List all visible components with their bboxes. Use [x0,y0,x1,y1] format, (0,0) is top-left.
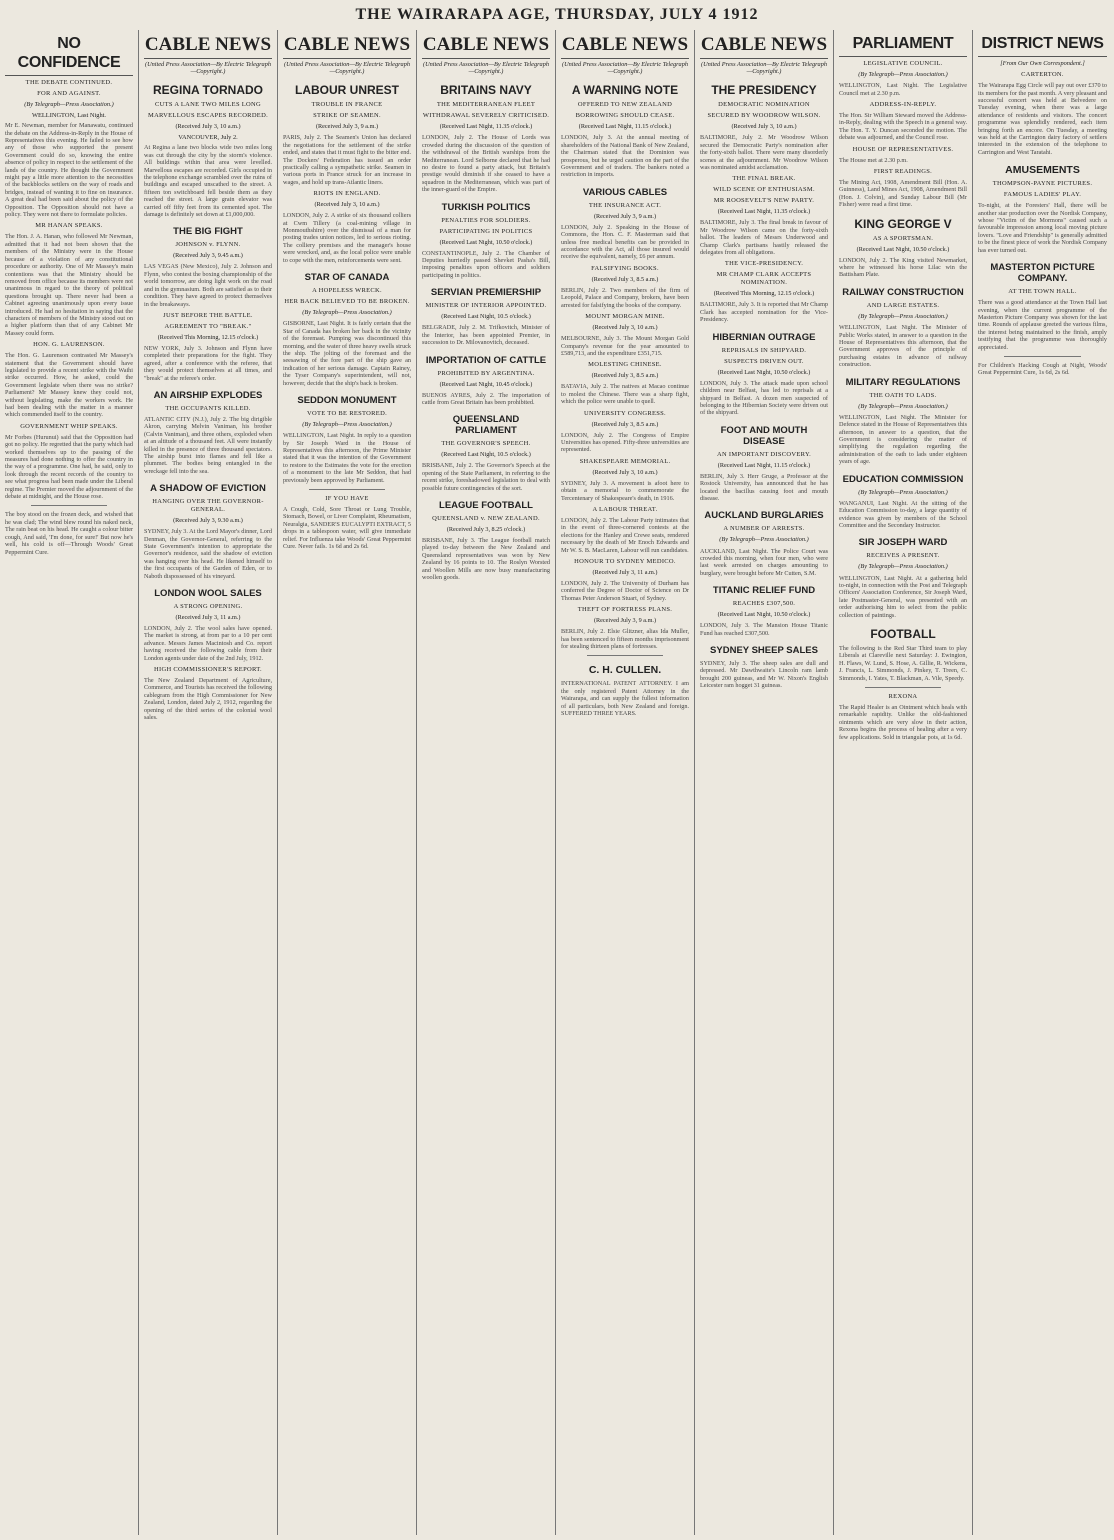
subheading: RIOTS IN ENGLAND. [313,190,381,198]
received-line: (Received Last Night, 10.5 o'clock.) [441,313,531,321]
subheading: A LABOUR THREAT. [592,505,658,513]
subheading: PROHIBITED BY ARGENTINA. [437,369,535,377]
article-text: BERLIN, July 3. Herr Gruge, a Professor at the Rostock University, has announced that he has located the bacillus causing foot and mouth disease. [700,472,828,502]
received-line: (Received Last Night, 10.50 o'clock.) [717,368,811,376]
headline-importation-cattle: IMPORTATION OF CATTLE [425,354,547,366]
subheading: RECEIVES A PRESENT. [866,552,940,560]
subheading: JOHNSON v. FLYNN. [175,241,241,249]
headline-regina-tornado: REGINA TORNADO [152,83,263,98]
article-text: BERLIN, July 2. Elsie Glitzner, alias Ida Muller, has been sentenced to fifteen months imprisonment for stealing thirteen plans of fortresses. [561,628,689,651]
subheading: MINISTER OF INTERIOR APPOINTED. [425,302,547,310]
agency-line: (United Press Association—By Electric Telegraph—Copyright.) [144,61,272,76]
article-text: AUCKLAND, Last Night. The Police Court was crowded this morning, when four men, who were last week arrested on charges amounting to burglary, were brought before Mr Cutten, S.M. [700,547,828,577]
agency-line: (By Telegraph—Press Association.) [858,402,948,410]
headline-eviction: A SHADOW OF EVICTION [150,483,266,495]
subheading: MR ROOSEVELT'S NEW PARTY. [713,197,815,205]
received-line: (Received July 3, 9.30 a.m.) [173,517,243,525]
agency-line: (United Press Association—By Electric Telegraph—Copyright.) [700,61,828,76]
article-text: SYDNEY, July 3. The sheep sales are dull and depressed. Mr Dawthwaite's Lincoln ram lamb brought 200 guineas, and Mr W. Nixon's English Leicester ram hogget 31 guineas. [700,659,828,690]
column-cable-news-2 [278,30,417,1535]
subheading: FIRST READINGS. [873,168,933,176]
column-cable-news-1 [139,30,278,1535]
received-line: (Received July 3, 10 a.m.) [592,468,658,476]
received-line: (Received July 3, 10 a.m.) [314,201,380,209]
subheading: SHAKESPEARE MEMORIAL. [579,457,671,465]
received-line: (Received This Morning, 12.15 o'clock.) [713,290,815,298]
subheading: OFFERED TO NEW ZEALAND [577,101,673,109]
subheading: THE GOVERNOR'S SPEECH. [441,440,531,448]
article-text: WELLINGTON, Last Night. In reply to a question by Sir Joseph Ward in the House of Representatives this afternoon, the Prime Minister stated that it was the intention of the Government to restore to the Estimates the vote for the erection of a monument to the late Mr Seddon, that had previously been approved by Parliament. [283,432,411,484]
headline-presidency: THE PRESIDENCY [711,83,817,98]
subheading: REACHES £307,500. [732,600,796,608]
subheading: MOLESTING CHINESE. [588,361,662,369]
divider [309,489,386,490]
article-text: SYDNEY, July 3. At the Lord Mayor's dinner, Lord Denman, the Governor-General, referring to the State Government's intention to appropriate the Governor's residence, said the shadow of eviction was hanging over his head. He likened himself to the first occupants of the Garden of Eden, or to Naboth dispossessed of his vineyard. [144,528,272,580]
headline-cable-news: CABLE NEWS [422,34,550,59]
subheading: FAMOUS LADIES' PLAY. [1003,191,1082,199]
subheading: DEMOCRATIC NOMINATION [718,101,810,109]
column-district-news [973,30,1112,1535]
article-text: There was a good attendance at the Town Hall last evening, when the current programme of the Masterton Picture Company was shown for the last time. Rounds of applause greeted the various films, the interest being maintained to the finish, amply testifying that the programme was thoroughly appreciated. [978,299,1107,351]
headline-queensland-parliament: QUEENSLAND PARLIAMENT [452,414,520,437]
article-text: LONDON, July 3. The Mansion House Titanic Fund has reached £307,500. [700,622,828,637]
advertisement-text: A Cough, Cold, Sore Throat or Lung Trouble, Stomach, Bowel, or Liver Complaint, Rheumatism, Neuralgia, SANDER'S EUCALYPTI EXTRACT, 5 drops in a tablespoon water, will give immediate relief. For Influenza take Woods' Great Peppermint Cure. Never fails. 1s 6d and 2s 6d. [283,506,411,551]
headline-parliament: PARLIAMENT [839,34,967,57]
received-line: (Received Last Night, 10.5 o'clock.) [441,451,531,459]
article-text: NEW YORK, July 3. Johnson and Flynn have completed their preparations for the fight. They agreed, after a conference with the referee, that they would protect themselves at all times, and "break" at the referee's order. [144,344,272,382]
divider [865,687,942,688]
agency-line: (By Telegraph—Press Association.) [302,309,392,317]
advertisement-text: The Rapid Healer is an Ointment which heals with remarkable rapidity. Unlike the old-fashioned ointments which are very slow in their action, Rexona begins the process of healing after a very few applications. Sold in triangular pots, at 1s 6d. [839,704,967,741]
article-text: WELLINGTON, Last Night. The Minister for Defence stated in the House of Representatives this afternoon, in answer to a question, that the Government is considering the matter of simplifying the regulation regarding the administration of the oath to lads under eighteen years of age. [839,413,967,466]
article-text: ATLANTIC CITY (N.J.), July 2. The big dirigible Akron, carrying Melvin Vaniman, his brother (Calvin Vaniman), and three others, exploded when at an altitude of a thousand feet. All were instantly killed in the presence of three thousand spectators. The airship burst into flames and fell like a plummet. The bodies being entangled in the wreckage fell into the sea. [144,415,272,475]
article-text: The Mining Act, 1908, Amendment Bill (Hon. A. Guinness), Land Mines Act, 1908, Amendment Bill (Hon. J. Colvin), and Sunday Labour Bill (Mr Fisher) were read a first time. [839,179,967,209]
received-line: (Received July 3, 8.5 a.m.) [591,420,659,428]
headline-auckland-burglaries: AUCKLAND BURGLARIES [704,510,824,522]
article-text: WELLINGTON, Last Night. At a gathering held to-night, in connection with the Post and Telegraph Officers' Association Conference, Sir Joseph Ward, late Postmaster-General, was presented with an order authorising him to select from the public collection of paintings. [839,574,967,619]
subheading: SUSPECTS DRIVEN OUT. [724,357,804,365]
article-text: LONDON, July 2. The King visited Newmarket, where he witnessed his horse Lilac win the Battisham Plate. [839,256,967,279]
subheading: MOUNT MORGAN MINE. [585,313,665,321]
subheading: HON. G. LAURENSON. [33,341,105,349]
subheading: WITHDRAWAL SEVERELY CRITICISED. [422,112,550,120]
received-line: (Received Last Night, 11.15 o'clock.) [578,123,672,131]
subheading: AND LARGE ESTATES. [866,301,940,309]
column-cable-news-4 [556,30,695,1535]
headline-foot-mouth-disease: FOOT AND MOUTH DISEASE [720,424,808,447]
subheading: AGREEMENT TO "BREAK." [164,322,252,330]
headline-cable-news: CABLE NEWS [144,34,272,59]
received-line: (Received Last Night, 11.35 o'clock.) [439,123,533,131]
divider [31,505,108,506]
headline-labour-unrest: LABOUR UNREST [295,83,399,98]
agency-line: (By Telegraph—Press Association.) [302,420,392,428]
article-text: LONDON, July 2. The University of Durham has conferred the Degree of Doctor of Science on Dr Thomas Peter Anderson Stuart, of Sydney. [561,580,689,602]
subheading: SECURED BY WOODROW WILSON. [707,112,821,120]
subheading: THE INSURANCE ACT. [588,201,662,209]
column-parliament [834,30,973,1535]
headline-cable-news: CABLE NEWS [283,34,411,59]
subheading: THE MEDITERRANEAN FLEET [436,101,536,109]
headline-education-commission: EDUCATION COMMISSION [842,473,964,485]
headline-star-of-canada: STAR OF CANADA [304,272,390,284]
received-line: (Received July 3, 10 a.m.) [175,123,241,131]
headline-amusements: AMUSEMENTS [1005,164,1080,177]
headline-britains-navy: BRITAINS NAVY [440,83,532,98]
received-line: (Received Last Night, 10.50 o'clock.) [717,611,811,619]
article-text: The New Zealand Department of Agriculture, Commerce, and Tourists has received the following cablegram from the High Commissioner for New Zealand, London, dated July 2, 1912, regarding the opening of the third series of the colonial wool sales. [144,677,272,722]
subheading: THEFT OF FORTRESS PLANS. [577,606,673,614]
article-text: BALTIMORE, July 2. Mr Woodrow Wilson secured the Democratic Party's nomination after the forty-sixth ballot. There were many disorderly scenes at the adjournment. Mr Woodrow Wilson was nominated amidst acclamation. [700,134,828,172]
advertisement-heading: REXONA [888,693,918,701]
agency-line: (United Press Association—By Electric Telegraph—Copyright.) [283,61,411,76]
subheading: THE OATH TO LADS. [869,391,937,399]
article-text: BRISBANE, July 2. The Governor's Speech at the opening of the State Parliament, in referring to the recent strike, foreshadowed legislation to deal with possible future contingencies of the sort. [422,462,550,492]
article-text: MELBOURNE, July 3. The Mount Morgan Gold Company's revenue for the year amounted to £589,713, and the expenditure £351,715. [561,335,689,357]
agency-line: (United Press Association—By Electric Telegraph—Copyright.) [561,61,689,76]
headline-various-cables: VARIOUS CABLES [582,186,668,198]
subheading: A STRONG OPENING. [173,603,243,611]
article-text: Mr E. Newman, member for Manawatu, continued the debate on the Address-in-Reply in the House of Representatives this evening. He failed to see how any of those who supported the present Government could do so, knowing the entire absence of policy in respect to the settlement of the lands of the country. He thought the Government might pay a little more attention to the necessities of the backblocks settlers on the way of roads and bridges, instead of wanting it to fine on insurance. A great deal had been said about the policy of the Opposition. The Opposition should not have a policy. They were not there to formulate policies. [5,122,133,219]
subheading: THOMPSON-PAYNE PICTURES. [992,180,1093,188]
subheading: TROUBLE IN FRANCE [311,101,383,109]
article-text: BELGRADE, July 2. M. Trifkovitch, Minister of the Interior, has been appointed Premier, in succession to Dr. Milovanovitch, deceased. [422,324,550,347]
article-text: The Hon. G. Laurenson contrasted Mr Massey's statement that the Government should have legislated to provide a recent strike with the Waihi strike occurred. How, he asked, could the Government legislate when there was no strike? Parliament? Mr Massey knew they could not, without legislating, make the workers work. He had been dealing with the matter in a manner which commended itself to the country. [5,352,133,419]
article-text: LONDON, July 3. At the annual meeting of shareholders of the National Bank of New Zealand, the Chairman stated that the Dominion was prosperous, but he urged caution on the part of the Government and of traders. The bankers noted a restriction in imports. [561,134,689,179]
article-text: PARIS, July 2. The Seamen's Union has declared the negotiations for the settlement of the strike ended, and states that it must fight to the bitter end. The Dockers' Federation has issued an order practically calling a sympathetic strike. Seamen in various ports in France struck for an increase in wages, and hold up trans-Atlantic liners. [283,134,411,186]
headline-big-fight: THE BIG FIGHT [173,226,243,238]
article-text: BRISBANE, July 3. The League football match played to-day between the New Zealand and Queensland representatives was won by New Zealand by 16 points to 10. The Roslyn Worsted and Woollen Mills are now busy manufacturing woollen goods. [422,536,550,581]
headline-titanic-relief: TITANIC RELIEF FUND [712,585,816,597]
subheading: MR CHAMP CLARK ACCEPTS NOMINATION. [716,271,812,287]
article-text: The following is the Red Star Third team to play Liberals at Clareville next Saturday: J. Ewington, H. Flaws, W. Lund, S. Hose, A. Gillie, R. Wickens, J. Francis, L. Simmonds, J. Pinkey, T. Treen, C. Simmonds, I. Yates, T. Blackman, A. Vile, Speedy. [839,645,967,682]
agency-line: (By Telegraph—Press Association.) [858,312,948,320]
divider [587,655,664,656]
received-line: (Received July 3, 10 a.m.) [731,123,797,131]
article-text: WELLINGTON, Last Night. The Minister of Public Works stated, in answer to a question in the House of Representatives this afternoon, that the Government approves of the principle of purchasing estates in advance of railway construction. [839,324,967,369]
subheading: FOR AND AGAINST. [37,90,101,97]
subheading: AN IMPORTANT DISCOVERY. [716,450,812,458]
headline-cable-news: CABLE NEWS [700,34,828,59]
headline-no-confidence: NO CONFIDENCE [5,34,133,76]
received-line: (Received July 3, 9 a.m.) [315,123,379,131]
headline-wool-sales: LONDON WOOL SALES [154,588,262,600]
received-line: (Received This Morning, 12.15 o'clock.) [157,333,259,341]
subheading: REPRISALS IN SHIPYARD. [721,346,807,354]
article-text: LONDON, July 2. The House of Lords was crowded during the discussion of the question of the withdrawal of the British warships from the Mediterranean. Lord Selborne declared that he had no desire to found a party attack, but Britain's prestige would diminish if she ceased to have a squadron in the Mediterranean, which was part of the inner-guard of the Empire. [422,134,550,194]
headline-military-regulations: MILITARY REGULATIONS [845,376,961,388]
subheading: PENALTIES FOR SOLDIERS. [441,216,531,224]
received-line: (Received July 3, 8.25 o'clock.) [446,525,526,533]
article-text: LAS VEGAS (New Mexico), July 2. Johnson and Flynn, who contest the boxing championship of the world tomorrow, are doing light work on the road and in the gymnasium. Both are satisfied as to their condition. They have agreed to protect themselves in the breakaways. [144,263,272,308]
agency-line: (By Telegraph—Press Association.) [858,488,948,496]
subheading: MARVELLOUS ESCAPES RECORDED. [147,112,269,120]
article-text: BERLIN, July 2. Two members of the firm of Leopold, Palace and Company, brokers, have been arrested for falsifying the books of the company. [561,286,689,309]
received-line: (Received July 3, 11 a.m.) [175,614,241,622]
article-text: Mr Forbes (Hurunui) said that the Opposition had got no policy. He regretted that the party which had worked themselves up to the passing of the measures had done nothing to offer the country in the way of a programme. One had, he said, only to look through the recent records of the country to see what progress had been made under the Liberal regime. The Premier moved the adjournment of the debate at midnight, and the House rose. [5,433,133,501]
agency-line: (By Telegraph—Press Association.) [719,536,809,544]
agency-line: (United Press Association—By Electric Telegraph—Copyright.) [422,61,550,76]
subheading: QUEENSLAND v. NEW ZEALAND. [432,514,540,522]
headline-league-football: LEAGUE FOOTBALL [439,499,533,511]
column-no-confidence [0,30,139,1535]
headline-sir-joseph-ward: SIR JOSEPH WARD [858,537,948,549]
divider [1004,356,1081,357]
received-line: (Received July 3, 8.5 a.m.) [591,372,659,380]
dateline: VANCOUVER, July 2. [178,134,238,142]
headline-sheep-sales: SYDNEY SHEEP SALES [710,644,818,656]
column-cable-news-3 [417,30,556,1535]
article-text: LONDON, July 2. A strike of six thousand colliers at Cwm Tillery (a coal-mining village in Monmouthshire) over the dismissal of a man for posting trades union notices, led to serious rioting. The colliery premises and the manager's house were wrecked, and, as the local police were unable to cope with the men, reinforcements were sent. [283,212,411,264]
received-line: (Received Last Night, 11.35 o'clock.) [717,208,811,216]
subheading: LEGISLATIVE COUNCIL. [863,60,943,67]
headline-railway-construction: RAILWAY CONSTRUCTION [842,286,964,298]
received-line: (Received Last Night, 10.50 o'clock.) [856,245,950,253]
article-text: SYDNEY, July 3. A movement is afoot here to obtain a memorial to commemorate the Tercentenary of Shakespeare's death, in 1916. [561,479,689,502]
headline-seddon-monument: SEDDON MONUMENT [297,394,397,406]
headline-servian-premiership: SERVIAN PREMIERSHIP [430,287,542,299]
subheading: MR HANAN SPEAKS. [35,222,103,230]
subheading: ADDRESS-IN-REPLY. [869,101,937,109]
agency-line: [From Our Own Correspondent.] [1000,60,1085,67]
article-text: WANGANUI, Last Night. At the sitting of the Education Commission to-day, a large quantity of evidence was given by members of the School Committee and the Secondary Instructor. [839,499,967,529]
agency-line: (By Telegraph—Press Association.) [24,101,114,108]
article-text: To-night, at the Foresters' Hall, there will be another star production over the Nordisk Company, whose "Victim of the Mormons" caused such a favourable impression among local moving picture lovers. "Love and Friendship" is generally admitted to be the finest piece of work the Nordisk Company has ever turned out. [978,202,1107,254]
subheading: STRIKE OF SEAMEN. [313,112,381,120]
article-text: LONDON, July 2. The wool sales have opened. The market is strong, at from par to a 10 per cent advance. Messrs James Macintosh and Co. report having received the following cable from their London agents under date of the 2nd July, 1912. [144,625,272,662]
subheading: AT THE TOWN HALL. [1008,288,1077,296]
subheading: VOTE TO BE RESTORED. [306,409,388,417]
headline-king-george: KING GEORGE V [854,216,952,231]
advertisement-heading: C. H. CULLEN. [588,664,662,677]
subheading: UNIVERSITY CONGRESS. [584,409,666,417]
received-line: (Received July 3, 9.45 a.m.) [173,252,243,260]
received-line: (Received Last Night, 10.45 o'clock.) [439,380,533,388]
subheading: AS A SPORTSMAN. [872,234,934,242]
headline-hibernian-outrage: HIBERNIAN OUTRAGE [712,331,816,343]
article-text: LONDON, July 2. The Labour Party intimates that in the event of three-cornered contests at the elections for the Hanley and Crewe seats, rendered necessary by the death of Mr Enoch Edwards and Mr W. S. B. MacLaren, Labour will run candidates. [561,516,689,554]
advertisement-text: INTERNATIONAL PATENT ATTORNEY. I am the only registered Patent Attorney in the Wairarapa, and can supply the fullest information of all particulars, both New Zealand and foreign. SUFFERED THREE YEARS. [561,680,689,718]
article-text: The Hon. J. A. Hanan, who followed Mr Newman, admitted that it had not been shown that the members of the Ministry were in the House because of a violation of any constitutional procedure or authority. One of Mr Massey's main contentions was that the Ministry should be removed from office because its members were not unanimous in regard to the theory of political questions brought up. There never had been a Cabinet agreeing unanimously upon every issue introduced. He had no hesitation in saying that the characters of members of the Ministry stood out on a higher platform than that of any Cabinet Mr Massey could form. [5,233,133,337]
columns [0,30,1114,1535]
subheading: CUTS A LANE TWO MILES LONG [154,101,262,109]
agency-line: (By Telegraph—Press Association.) [858,563,948,571]
subheading: HIGH COMMISSIONER'S REPORT. [154,666,262,674]
subheading: HONOUR TO SYDNEY MEDICO. [574,558,676,565]
subheading: THE VICE-PRESIDENCY. [724,260,804,268]
headline-football: FOOTBALL [870,627,936,642]
dateline: WELLINGTON, Last Night. [31,112,107,120]
headline-cable-news: CABLE NEWS [561,34,689,59]
column-cable-news-5 [695,30,834,1535]
article-text: LONDON, July 2. Speaking in the House of Commons, the Hon. C. F. Masterman said that unless free medical benefits can be provided in accordance with the Act, all those insured would receive the equivalent, namely, £6 per annum. [561,223,689,261]
article-text: BUENOS AYRES, July 2. The importation of cattle from Great Britain has been prohibited. [422,391,550,406]
headline-district-news: DISTRICT NEWS [978,34,1107,57]
advertisement-text: For Children's Hacking Cough at Night, Woods' Great Peppermint Cure, 1s 6d, 2s 6d. [978,361,1107,377]
headline-airship: AN AIRSHIP EXPLODES [153,389,263,401]
headline-warning-note: A WARNING NOTE [571,83,679,98]
received-line: (Received July 3, 8.5 a.m.) [591,275,659,283]
agency-line: (By Telegraph—Press Association.) [858,71,948,78]
advertisement-text: The boy stood on the frozen deck, and wished that he was clad; The wind blew round his naked neck, The rain beat on his head. He caught a colour bitter cough, And said, 'I'm done, for sure!' But now he's well, his cold is off—Through Woods' Great Peppermint Cure. [5,511,133,556]
subheading: A HOPELESS WRECK. [312,287,382,295]
article-text: LONDON, July 3. The attack made upon school children near Belfast, has led to reprisals at a shipyard in Belfast. A dozen men suspected of belonging to the Hibernian Society were driven out of the shipyard. [700,379,828,417]
advertisement-heading: IF YOU HAVE [325,495,369,502]
subheading: THE DEBATE CONTINUED. [25,79,113,86]
article-text: At Regina a lane two blocks wide two miles long was cut through the city by the storm's violence. All buildings within that area were levelled. Marvellous escapes are recorded. Girls occupied in the telephone exchange scrambled over the ruins of buildings and escaped unscathed to the street. A fifteen ton switchboard fell beside them as they reached the street. A large grain elevator was carried off fifty feet from its cemented spot. The damage is definitely set down at £1,000,000. [144,144,272,219]
subheading: WILD SCENE OF ENTHUSIASM. [713,186,815,194]
received-line: (Received Last Night, 11.15 o'clock.) [717,461,811,469]
subheading: HER BACK BELIEVED TO BE BROKEN. [284,298,410,306]
article-text: The Hon. Sir William Steward moved the Address-in-Reply, dealing with the Speech in a general way. The Hon. T. Y. Duncan seconded the motion. The debate was adjourned, and the Council rose. [839,112,967,142]
subheading: HANGING OVER THE GOVERNOR-GENERAL. [152,498,264,514]
article-text: The Wairarapa Egg Circle will pay out over £370 to its members for the past month. A very pleasant and successful concert was held at Belvedere on Tuesday evening, when there was a large attendance of residents and visitors. The concert programme was splendidly rendered, each item bringing forth an encore. On Tuesday, a meeting was held at the Carrington dairy factory of settlers interested in the extension of the telephone to Carrington and West Taratahi. [978,82,1107,156]
article-text: GISBORNE, Last Night. It is fairly certain that the Star of Canada has broken her back in the vicinity of the foremast. Pumping was discontinued this morning, and the water of three heavy swells struck the ship. The jolting of the foremast and the seesawing of the fore part of the ship gave an indication of her serious damage. Captain Rainey, the Tyser Company's superintendent, will not, however, decide that the ship's back is broken. [283,320,412,387]
received-line: (Received July 3, 9 a.m.) [593,617,657,625]
subheading: A NUMBER OF ARRESTS. [723,525,805,533]
headline-turkish-politics: TURKISH POLITICS [441,201,531,213]
article-text: LONDON, July 2. The Congress of Empire Universities has opened. Fifty-three universities are represented. [561,431,689,454]
subheading: THE FINAL BREAK. [732,175,796,183]
article-text: BALTIMORE, July 3. It is reported that Mr Champ Clark has accepted nomination for the Vice-Presidency. [700,301,828,324]
headline-masterton-pictures: MASTERTON PICTURE COMPANY. [990,262,1095,285]
subheading: PARTICIPATING IN POLITICS [439,227,533,235]
article-text: BATAVIA, July 2. The natives at Macao continue to molest the Chinese. There was a sharp fight, which the police were unable to quell. [561,383,689,406]
article-text: The House met at 2.30 p.m. [839,156,908,164]
subheading: HOUSE OF REPRESENTATIVES. [852,145,954,153]
subheading: THE OCCUPANTS KILLED. [165,404,251,412]
received-line: (Received July 3, 10 a.m.) [592,324,658,332]
subheading: BORROWING SHOULD CEASE. [575,112,675,120]
received-line: (Received Last Night, 10.50 o'clock.) [439,238,533,246]
received-line: (Received July 3, 11 a.m.) [592,569,658,576]
article-text: WELLINGTON, Last Night. The Legislative Council met at 2.30 p.m. [839,82,967,97]
article-text: CONSTANTINOPLE, July 2. The Chamber of Deputies hurriedly passed Shevket Pasha's Bill, imposing penalties upon officers and soldiers participating in politics. [422,249,550,279]
subheading: FALSIFYING BOOKS. [591,264,659,272]
subheading: CARTERTON. [1021,71,1064,79]
subheading: JUST BEFORE THE BATTLE. [163,311,253,319]
subheading: GOVERNMENT WHIP SPEAKS. [20,422,118,430]
received-line: (Received July 3, 9 a.m.) [593,212,657,220]
article-text: BALTIMORE, July 3. The final break in favour of Mr Woodrow Wilson came on the forty-sixth ballot. The leaders of Messrs Underwood and Champ Clark's partisans hastily released the delegates from all obligations. [700,219,828,257]
masthead: THE WAIRARAPA AGE, THURSDAY, JULY 4 1912 [355,6,759,23]
